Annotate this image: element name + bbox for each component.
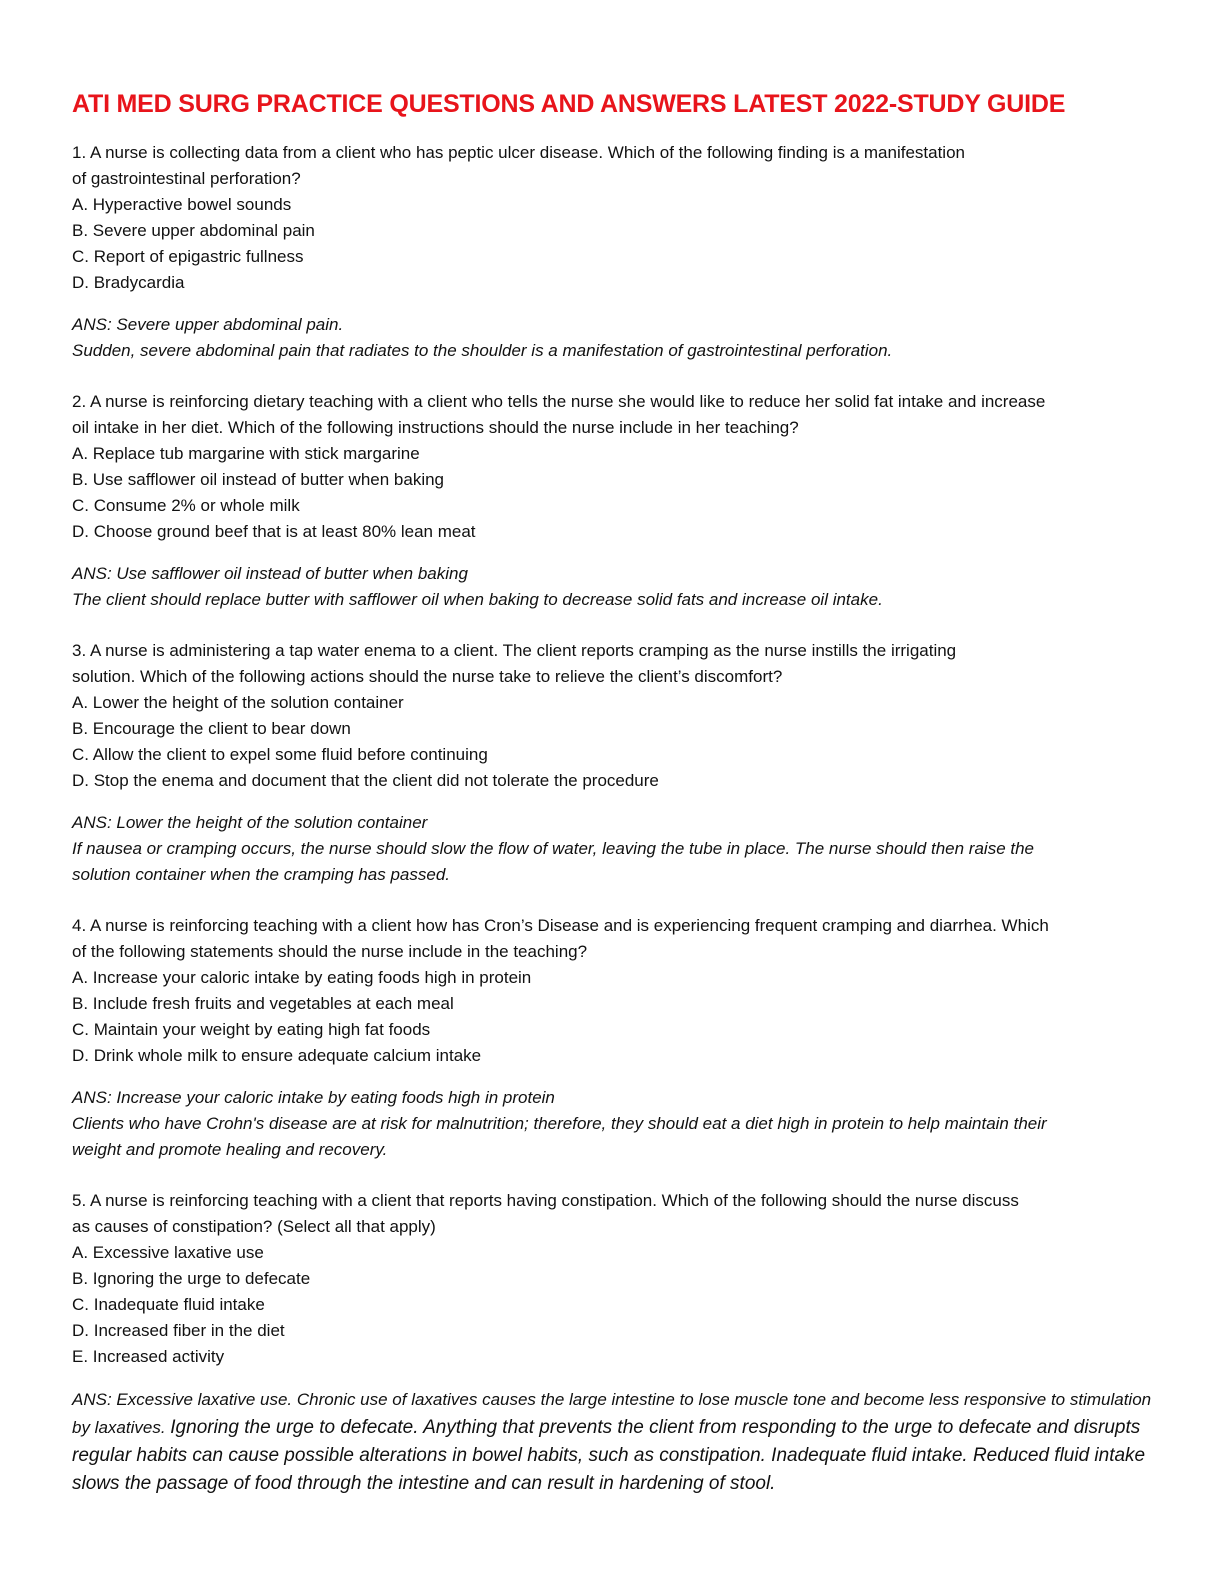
option-b: B. Encourage the client to bear down xyxy=(72,719,351,738)
option-b: B. Include fresh fruits and vegetables at each meal xyxy=(72,994,454,1013)
document-title: ATI MED SURG PRACTICE QUESTIONS AND ANSWERS LATEST 2022-STUDY GUIDE xyxy=(72,90,1066,118)
document-page xyxy=(72,86,1162,1523)
question-block-5 xyxy=(72,1188,1162,1498)
option-d: D. Increased fiber in the diet xyxy=(72,1321,285,1340)
answer-rationale: ANS: Severe upper abdominal pain. Sudden, severe abdominal pain that radiates to the shoulder is a manifestation of gastrointestinal perforation. xyxy=(72,315,893,360)
option-c: C. Allow the client to expel some fluid before continuing xyxy=(72,745,488,764)
question-block-4 xyxy=(72,913,1162,1163)
question-stem: 2. A nurse is reinforcing dietary teaching with a client who tells the nurse she would like to reduce her solid fat intake and increase oil intake in her diet. Which of the following instructions should the nurse include in her teaching? xyxy=(72,392,1046,437)
option-d: D. Stop the enema and document that the client did not tolerate the procedure xyxy=(72,771,659,790)
option-list xyxy=(72,1240,1162,1370)
option-list xyxy=(72,441,1162,545)
option-a: A. Increase your caloric intake by eating foods high in protein xyxy=(72,968,532,987)
question-block-1 xyxy=(72,140,1162,364)
option-list xyxy=(72,690,1162,794)
option-c: C. Inadequate fluid intake xyxy=(72,1295,265,1314)
option-a: A. Excessive laxative use xyxy=(72,1243,264,1262)
option-b: B. Use safflower oil instead of butter when baking xyxy=(72,470,445,489)
option-b: B. Ignoring the urge to defecate xyxy=(72,1269,311,1288)
option-a: A. Hyperactive bowel sounds xyxy=(72,195,292,214)
option-list xyxy=(72,965,1162,1069)
answer-rationale: ANS: Lower the height of the solution container If nausea or cramping occurs, the nurse should slow the flow of water, leaving the tube in place. The nurse should then raise the solution container when the cramping has passed. xyxy=(72,813,1035,884)
answer-rationale: ANS: Increase your caloric intake by eating foods high in protein Clients who have Crohn's disease are at risk for malnutrition; therefore, they should eat a diet high in protein to help maintain their weight and promote healing and recovery. xyxy=(72,1088,1047,1159)
question-stem: 3. A nurse is administering a tap water enema to a client. The client reports cramping as the nurse instills the irrigating solution. Which of the following actions should the nurse take to relieve the client’s discomfort? xyxy=(72,641,957,686)
option-d: D. Bradycardia xyxy=(72,273,185,292)
option-d: D. Drink whole milk to ensure adequate calcium intake xyxy=(72,1046,482,1065)
option-c: C. Consume 2% or whole milk xyxy=(72,496,300,515)
answer-rationale-part2: Ignoring the urge to defecate. Anything that prevents the client from responding to the urge to defecate and disrupts regular habits can cause possible alterations in bowel habits, such as constipation. Inadequate fluid intake. Reduced fluid intake slows the passage of food through the intestine and can result in hardening of stool. xyxy=(72,1417,1146,1494)
option-c: C. Report of epigastric fullness xyxy=(72,247,304,266)
option-list xyxy=(72,192,1162,296)
option-c: C. Maintain your weight by eating high fat foods xyxy=(72,1020,431,1039)
option-b: B. Severe upper abdominal pain xyxy=(72,221,315,240)
answer-rationale-part1: ANS: Excessive laxative use. Chronic use of laxatives causes the large intestine to lose muscle tone and become less responsive to stimulation by laxatives. xyxy=(72,1390,1152,1437)
question-stem: 5. A nurse is reinforcing teaching with a client that reports having constipation. Which of the following should the nurse discuss as causes of constipation? (Select all that apply) xyxy=(72,1191,1019,1236)
option-a: A. Replace tub margarine with stick margarine xyxy=(72,444,420,463)
question-block-2 xyxy=(72,389,1162,613)
question-block-3 xyxy=(72,638,1162,888)
answer-rationale: ANS: Use safflower oil instead of butter when baking The client should replace butter with safflower oil when baking to decrease solid fats and increase oil intake. xyxy=(72,564,883,609)
question-stem: 4. A nurse is reinforcing teaching with a client how has Cron’s Disease and is experiencing frequent cramping and diarrhea. Which of the following statements should the nurse include in the teaching? xyxy=(72,916,1049,961)
option-d: D. Choose ground beef that is at least 80% lean meat xyxy=(72,522,476,541)
question-stem: 1. A nurse is collecting data from a client who has peptic ulcer disease. Which of the following finding is a manifestation of gastrointestinal perforation? xyxy=(72,143,965,188)
answer-rationale xyxy=(72,1386,1162,1498)
option-e: E. Increased activity xyxy=(72,1347,225,1366)
option-a: A. Lower the height of the solution container xyxy=(72,693,404,712)
